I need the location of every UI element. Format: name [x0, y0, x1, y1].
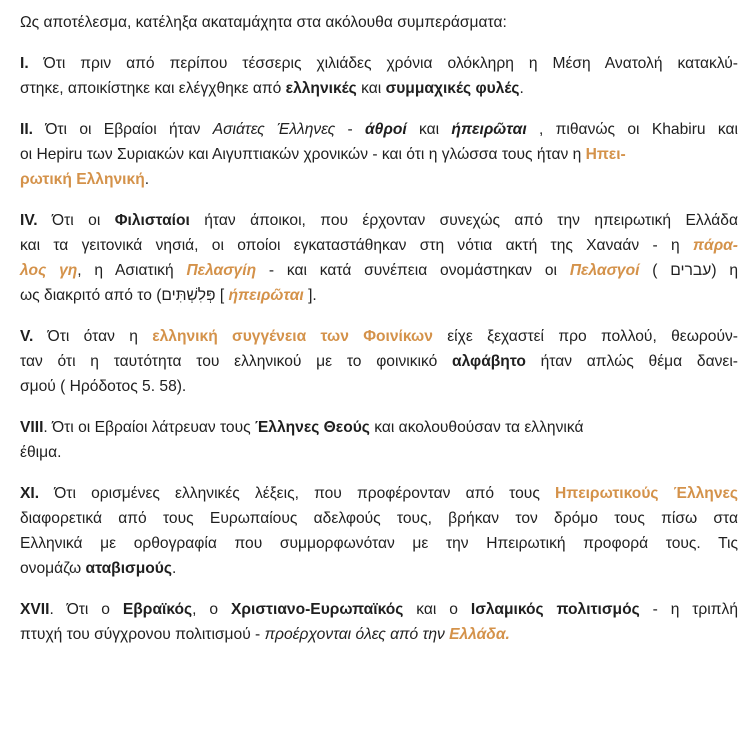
text: διαφορετικά από τους Ευρωπαίους αδελφούς τους, βρήκαν τον δρόμο τους πίσω στα: [20, 510, 738, 527]
highlight-term: Ελλάδα.: [449, 626, 510, 643]
highlight-term: Πελασγίη: [186, 262, 257, 279]
text: . Ότι οι Εβραίοι λάτρευαν τους: [43, 419, 255, 436]
text: .: [519, 80, 524, 97]
italic-text: προέρχονται όλες από την: [264, 626, 450, 643]
text: ].: [303, 287, 317, 304]
highlight-term: ήπειρῶται: [228, 287, 304, 304]
roman-numeral: XI.: [20, 485, 40, 502]
text: και: [406, 121, 452, 138]
conclusion-II: [20, 117, 738, 192]
text: και τα γειτονικά νησιά, οι οποίοι εγκαταστάθηκαν στη νότια ακτή της Χαναάν - η: [20, 237, 693, 254]
text: και: [356, 80, 386, 97]
text: και ο: [403, 601, 471, 618]
text: Ότι ορισμένες ελληνικές λέξεις, που προφέρονταν από τους: [39, 485, 555, 502]
roman-numeral: II.: [20, 121, 33, 138]
text: ταν ότι η ταυτότητα του ελληνικού με το φοινικικό: [20, 353, 452, 370]
text: οι Hepiru των Συριακών και Αιγυπτιακών χρονικών - και ότι η γλώσσα τους ήταν η: [20, 146, 586, 163]
text: , πιθανώς οι Khabiru και: [526, 121, 738, 138]
bold-term: Ισλαμικός πολιτισμός: [470, 601, 640, 618]
text: .: [144, 171, 150, 188]
italic-term: Ασιάτες Έλληνες: [212, 121, 336, 138]
conclusion-XVII: [20, 597, 738, 647]
text: έθιμα.: [20, 444, 62, 461]
conclusion-I: [20, 51, 738, 101]
intro-text: Ως αποτέλεσμα, κατέληξα ακαταμάχητα στα ακόλουθα συμπεράσματα:: [20, 14, 507, 31]
bold-term: ελληνικές: [285, 80, 357, 97]
highlight-term: Ηπει-: [585, 146, 626, 163]
text: . Ότι ο: [49, 601, 123, 618]
conclusion-XI: [20, 481, 738, 581]
roman-numeral: I.: [20, 55, 29, 72]
text: Ότι οι: [37, 212, 115, 229]
highlight-term: Πελασγοί: [569, 262, 640, 279]
highlight-term: Ηπειρωτικούς Έλληνες: [555, 485, 739, 502]
text: είχε ξεχαστεί προ πολλού, θεωρούν-: [432, 328, 738, 345]
text: ως διακριτό από το (פְּלִשְׁתִּים [: [20, 287, 229, 304]
highlight-term: πάρα-: [692, 237, 738, 254]
conclusion-VIII: [20, 415, 738, 465]
bold-term: αλφάβητο: [451, 353, 526, 370]
roman-numeral: V.: [20, 328, 34, 345]
roman-numeral: XVII: [20, 601, 50, 618]
bold-term: Εβραϊκός: [122, 601, 193, 618]
roman-numeral: VIII: [20, 419, 44, 436]
bold-term: Έλληνες Θεούς: [254, 419, 370, 436]
bold-italic-term: ήπειρῶται: [451, 121, 527, 138]
text: Ότι όταν η: [33, 328, 153, 345]
text: - η τριπλή: [639, 601, 738, 618]
text: ήταν απλώς θέμα δανει-: [525, 353, 738, 370]
text: στηκε, αποικίστηκε και ελέγχθηκε από: [20, 80, 286, 97]
bold-italic-term: άθροί: [365, 121, 407, 138]
bold-term: αταβισμούς: [85, 560, 172, 577]
text: ( עברים) η: [639, 262, 738, 279]
highlight-term: λος γη: [20, 262, 78, 279]
text: Ότι οι Εβραίοι ήταν: [33, 121, 213, 138]
text: , η Ασιατική: [77, 262, 187, 279]
conclusion-IV: [20, 208, 738, 308]
text: .: [171, 560, 177, 577]
text: - και κατά συνέπεια ονομάστηκαν οι: [256, 262, 570, 279]
roman-numeral: IV.: [20, 212, 38, 229]
conclusion-V: [20, 324, 738, 399]
text: -: [335, 121, 366, 138]
text: και ακολουθούσαν τα ελληνικά: [369, 419, 584, 436]
text: Ότι πριν από περίπου τέσσερις χιλιάδες χρόνια ολόκληρη η Μέση Ανατολή κατακλύ-: [28, 55, 738, 72]
text: ονομάζω: [20, 560, 86, 577]
text: , ο: [192, 601, 231, 618]
bold-term: Φιλισταίοι: [114, 212, 190, 229]
bold-term: συμμαχικές φυλές: [385, 80, 520, 97]
text: Ελληνικά με ορθογραφία που συμμορφωνόταν με την Ηπειρωτική προφορά τους. Τις: [20, 535, 738, 552]
text: σμού ( Ηρόδοτος 5. 58).: [20, 378, 187, 395]
highlight-term: ρωτική Ελληνική: [20, 171, 145, 188]
highlight-term: ελληνική συγγένεια των Φοινίκων: [152, 328, 433, 345]
text: ήταν άποικοι, που έρχονταν συνεχώς από την ηπειρωτική Ελλάδα: [189, 212, 738, 229]
text: πτυχή του σύγχρονου πολιτισμού -: [20, 626, 265, 643]
bold-term: Χριστιανο-Ευρωπαϊκός: [230, 601, 404, 618]
intro-paragraph: [20, 10, 738, 35]
